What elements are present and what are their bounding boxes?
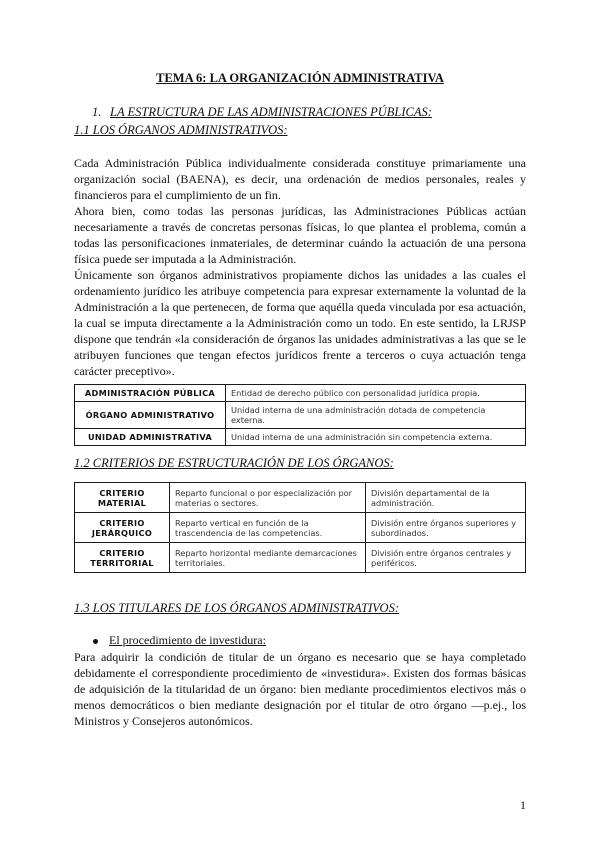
table-cell-criterion: CRITERIO JERÁRQUICO — [75, 513, 170, 543]
table-cell-definition: Entidad de derecho público con personalidad jurídica propia. — [226, 385, 526, 402]
page-title: TEMA 6: LA ORGANIZACIÓN ADMINISTRATIVA — [156, 71, 444, 85]
table-row — [75, 402, 526, 429]
table-cell-term: UNIDAD ADMINISTRATIVA — [75, 429, 226, 446]
paragraph-1: Cada Administración Pública individualmente considerada constituye primariamente una organización social (BAENA), es decir, una ordenación de medios personales, reales y financieros para el cumplimiento de un fin. — [74, 156, 526, 202]
paragraph-2: Ahora bien, como todas las personas jurídicas, las Administraciones Públicas actúan necesariamente a través de concretas personas físicas, lo que plantea el problema, común a todas las personificaciones inmateriales, de determinar cuándo la actuación de una persona física puede ser imputada a la Administración. — [74, 204, 526, 266]
table-cell-description: Reparto horizontal mediante demarcaciones territoriales. — [170, 543, 366, 573]
table-row — [75, 513, 526, 543]
bullet-item — [93, 633, 266, 648]
subsection-heading-1-3: 1.3 LOS TITULARES DE LOS ÓRGANOS ADMINISTRATIVOS: — [74, 601, 399, 615]
section-number: 1. — [92, 105, 102, 119]
table-cell-example: División entre órganos centrales y periféricos. — [366, 543, 526, 573]
table-row — [75, 543, 526, 573]
table-row — [75, 385, 526, 402]
criteria-table — [74, 482, 526, 573]
table-cell-definition: Unidad interna de una administración sin competencia externa. — [226, 429, 526, 446]
table-cell-example: División entre órganos superiores y subordinados. — [366, 513, 526, 543]
bullet-text: El procedimiento de investidura: — [109, 633, 266, 647]
definitions-table — [74, 384, 526, 446]
table-cell-term: ÓRGANO ADMINISTRATIVO — [75, 402, 226, 429]
table-row — [75, 429, 526, 446]
section-title: LA ESTRUCTURA DE LAS ADMINISTRACIONES PÚBLICAS: — [110, 105, 432, 119]
table-cell-description: Reparto vertical en función de la trascendencia de las competencias. — [170, 513, 366, 543]
table-cell-definition: Unidad interna de una administración dotada de competencia externa. — [226, 402, 526, 429]
section-heading — [92, 105, 432, 120]
subsection-heading-1-1: 1.1 LOS ÓRGANOS ADMINISTRATIVOS: — [74, 123, 288, 137]
table-cell-example: División departamental de la administración. — [366, 483, 526, 513]
paragraph-4: Para adquirir la condición de titular de un órgano es necesario que se haya completado debidamente el correspondiente procedimiento de «investidura». Existen dos formas básicas de adquisición de la titularidad de un órgano: bien mediante procedimientos electivos más o menos democráticos o bien mediante designación por el titular de otro órgano —p.ej., los Ministros y Consejeros autonómicos. — [74, 650, 526, 728]
table-cell-description: Reparto funcional o por especialización por materias o sectores. — [170, 483, 366, 513]
paragraph-3: Únicamente son órganos administrativos propiamente dichos las unidades a las cuales el ordenamiento jurídico les atribuye competencia para expresar externamente la voluntad de la Administración a la que pertenecen, de forma que aquélla queda vinculada por esa actuación, la cual se imputa directamente a la Administración como un todo. En este sentido, la LRJSP dispone que tendrán «la consideración de órganos las unidades administrativas a las que se le atribuyen funciones que tengan efectos jurídicos frente a terceros o cuya actuación tenga carácter preceptivo». — [74, 268, 526, 378]
table-row — [75, 483, 526, 513]
subsection-heading-1-2: 1.2 CRITERIOS DE ESTRUCTURACIÓN DE LOS ÓRGANOS: — [74, 456, 394, 470]
table-cell-criterion: CRITERIO TERRITORIAL — [75, 543, 170, 573]
page-number: 1 — [520, 798, 526, 812]
table-cell-term: ADMINISTRACIÓN PÚBLICA — [75, 385, 226, 402]
bullet-dot-icon — [93, 639, 98, 644]
table-cell-criterion: CRITERIO MATERIAL — [75, 483, 170, 513]
